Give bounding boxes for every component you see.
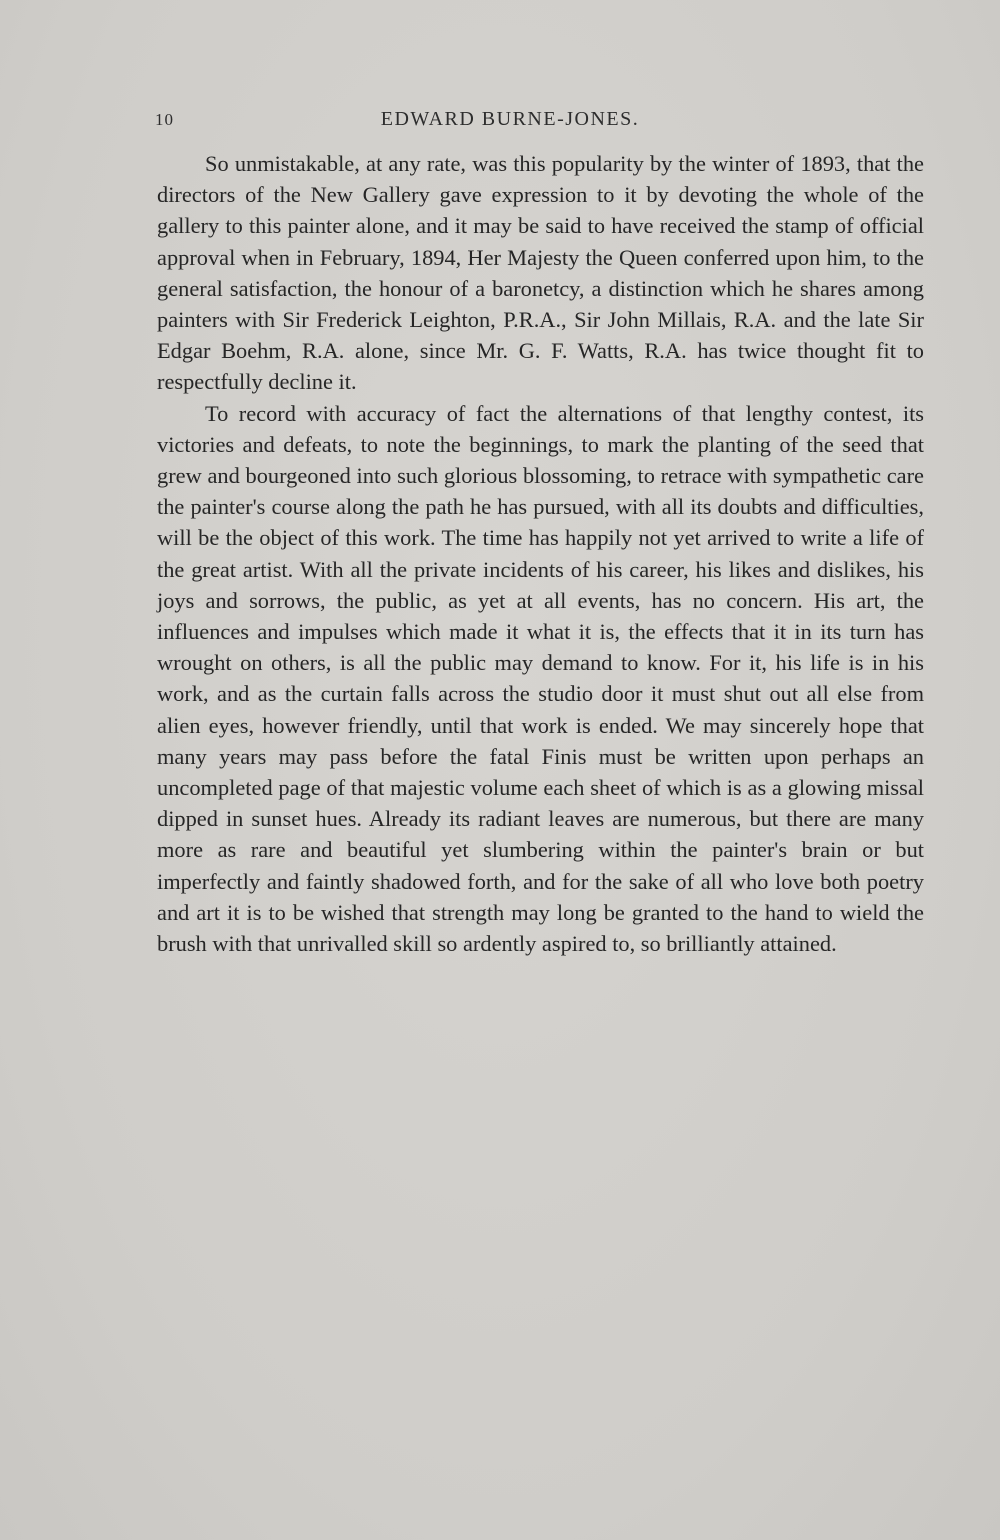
paragraph-1: So unmistakable, at any rate, was this popularity by the winter of 1893, that the directors of the New Gallery gave expression to it by devoting the whole of the gallery to this painter alone, and it may be said to have received the stamp of official approval when in February, 1894, Her Majesty the Queen conferred upon him, to the general satisfaction, the honour of a baronetcy, a distinction which he shares among painters with Sir Frederick Leighton, P.R.A., Sir John Millais, R.A. and the late Sir Edgar Boehm, R.A. alone, since Mr. G. F. Watts, R.A. has twice thought fit to respectfully decline it.: [157, 151, 924, 395]
page-number: 10: [155, 110, 174, 129]
body-text: [157, 148, 924, 959]
running-head: [155, 108, 925, 138]
paragraph-2: To record with accuracy of fact the alternations of that lengthy contest, its victories and defeats, to note the beginnings, to mark the planting of the seed that grew and bourgeoned into such glorious blossoming, to retrace with sympathetic care the painter's course along the path he has pursued, with all its doubts and difficulties, will be the object of this work. The time has happily not yet arrived to write a life of the great artist. With all the private incidents of his career, his likes and dislikes, his joys and sorrows, the public, as yet at all events, has no concern. His art, the influences and impulses which made it what it is, the effects that it in its turn has wrought on others, is all the public may demand to know. For it, his life is in his work, and as the curtain falls across the studio door it must shut out all else from alien eyes, however friendly, until that work is ended. We may sincerely hope that many years may pass before the fatal Finis must be written upon perhaps an uncompleted page of that majestic volume each sheet of which is as a glowing missal dipped in sunset hues. Already its radiant leaves are numerous, but there are many more as rare and beautiful yet slumbering within the painter's brain or but imperfectly and faintly shadowed forth, and for the sake of all who love both poetry and art it is to be wished that strength may long be granted to the hand to wield the brush with that unrivalled skill so ardently aspired to, so brilliantly attained.: [157, 400, 924, 957]
running-title: EDWARD BURNE-JONES.: [380, 108, 640, 130]
